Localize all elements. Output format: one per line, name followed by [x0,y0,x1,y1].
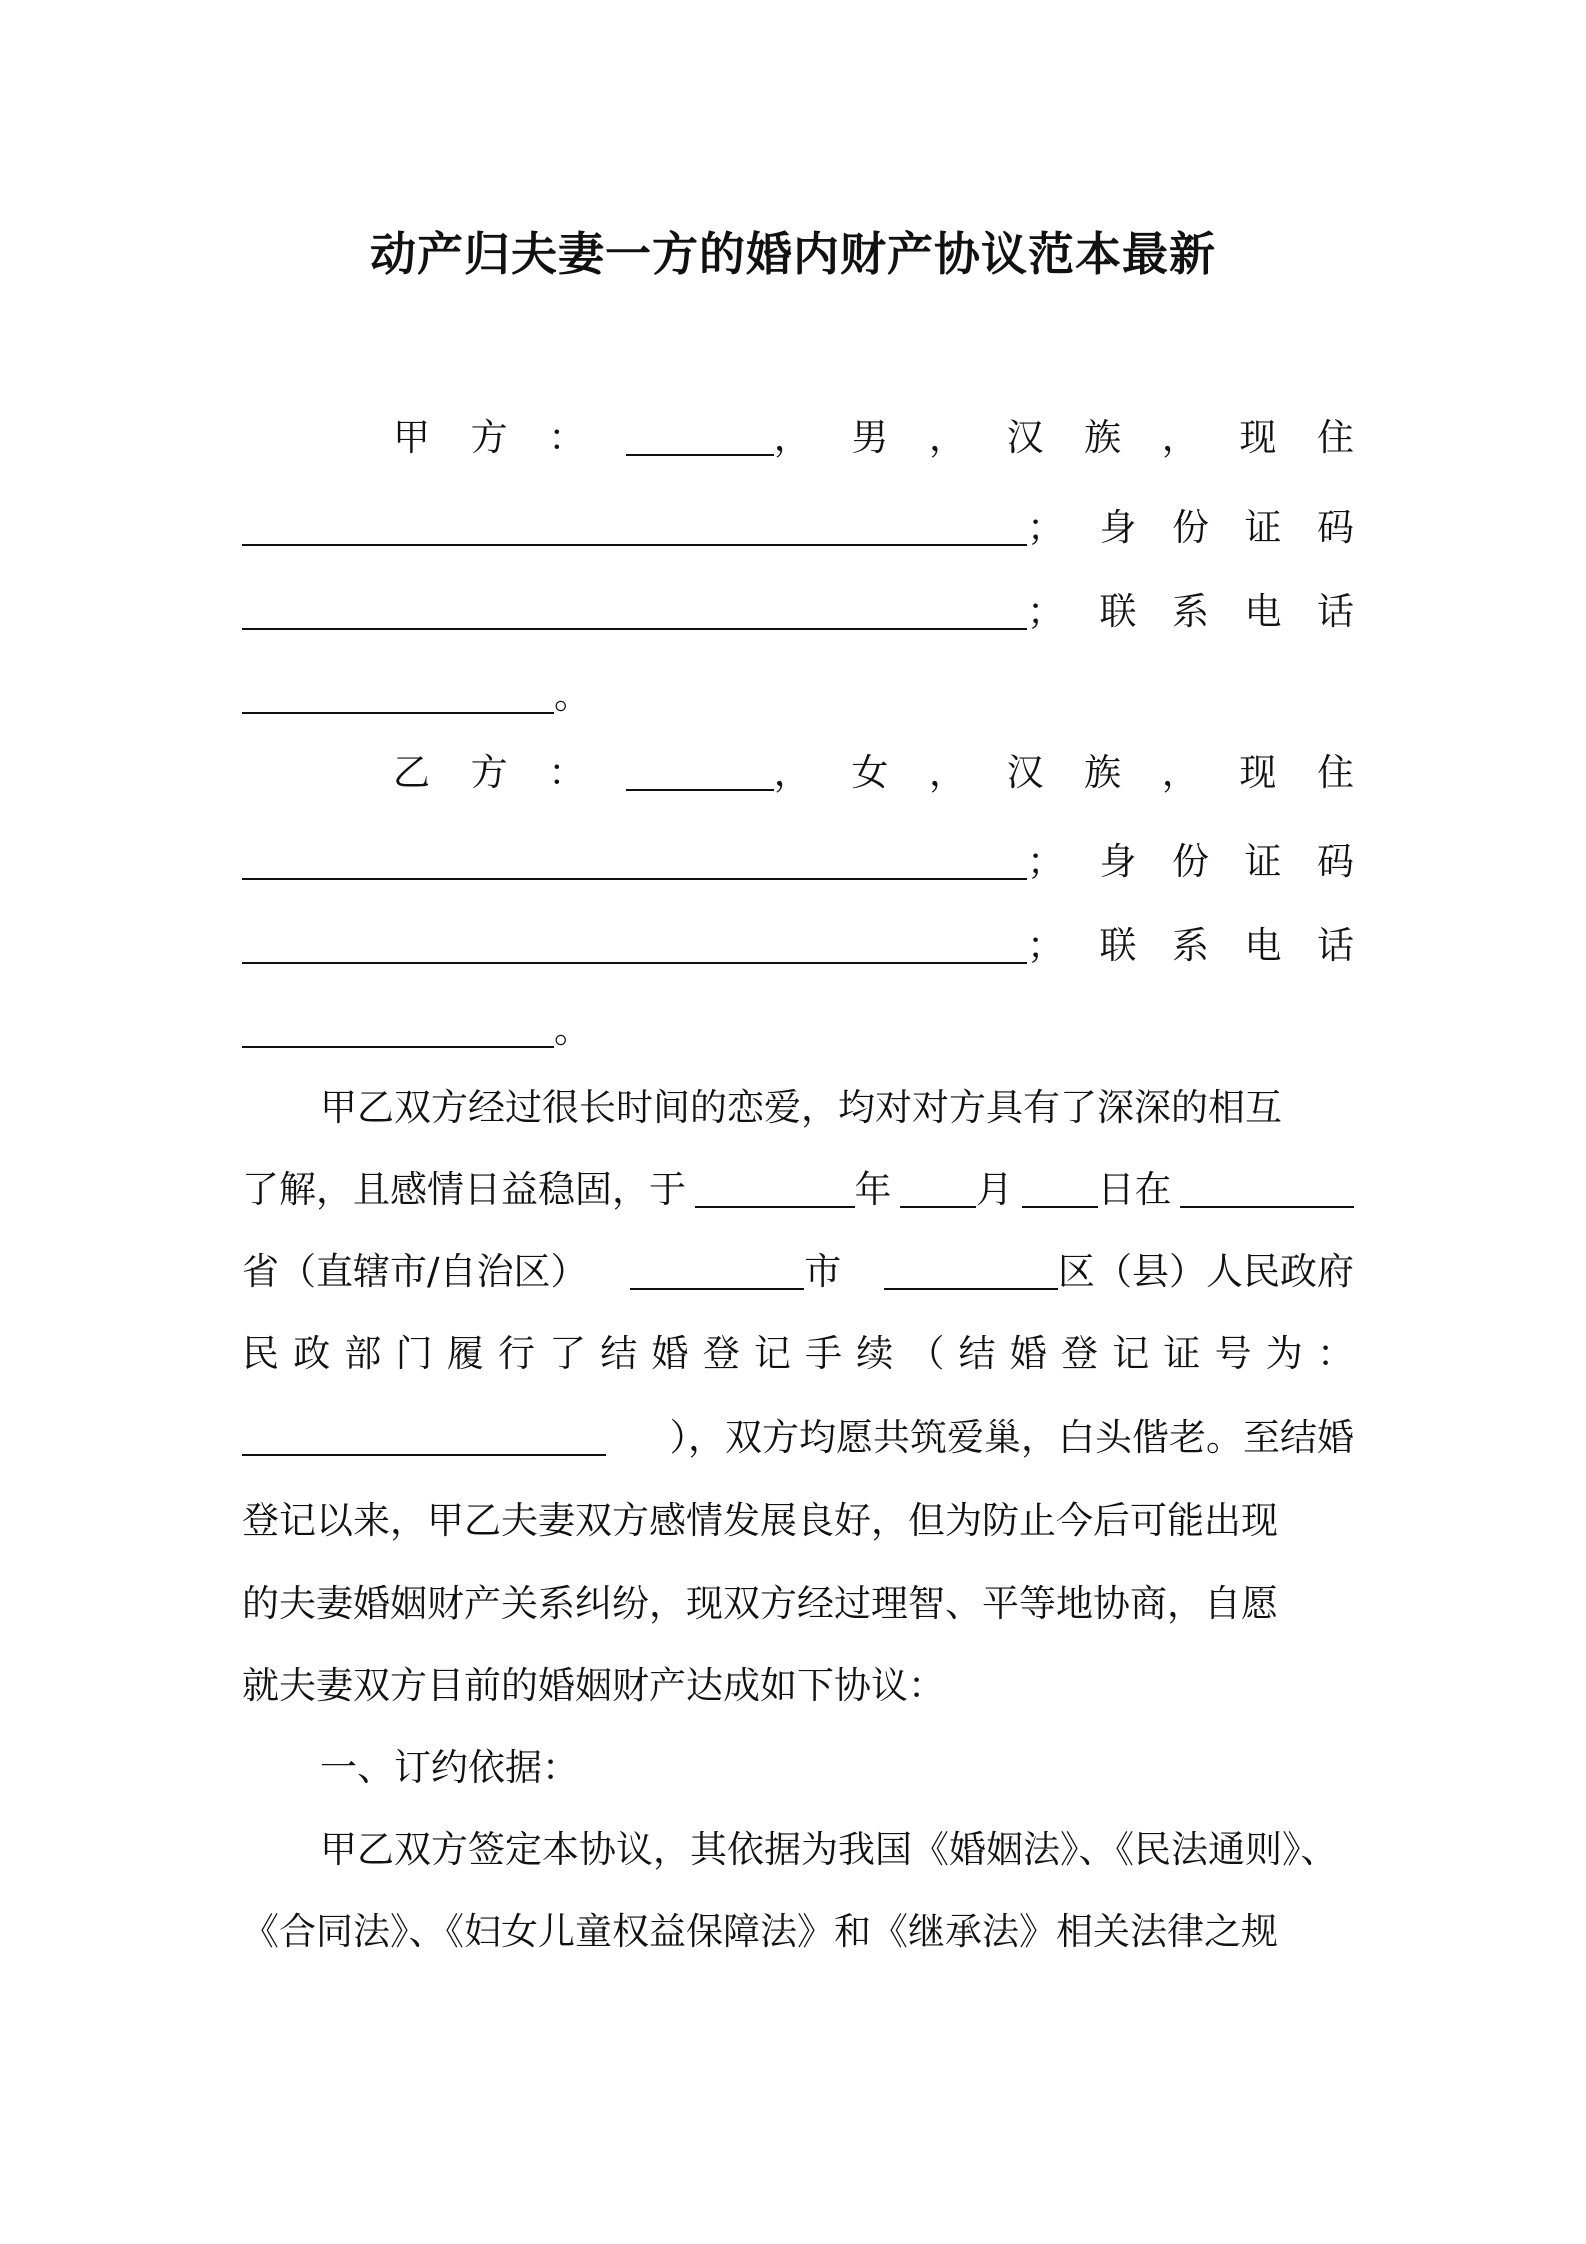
body-char: 证 [1163,1332,1201,1375]
party-b-row [393,743,1354,803]
certificate-number-blank [242,1414,606,1456]
body-line-4 [242,1324,1354,1384]
month-blank: 月 [900,1160,1013,1220]
party-b-address-row [242,832,1354,892]
body-line-2 [242,1160,1354,1220]
body-char: 结 [958,1332,996,1375]
body-char: 登 [702,1332,740,1375]
body-line-8: 就夫妻双方目前的婚姻财产达成如下协议： [242,1664,945,1707]
party-b-id-char: 码 [1317,840,1354,883]
underline-blank [626,414,774,456]
party-a-gender: 男 [851,416,889,459]
body-char: （ [907,1332,945,1375]
comma: ， [928,751,966,794]
underline-blank [242,838,1027,880]
comma: ， [928,416,966,459]
party-a-label-char: 方 [470,416,508,459]
party-a-row [393,408,1354,468]
party-b-phone-blank [242,1006,554,1048]
underline-blank [1022,1166,1098,1208]
body-char: 民 [242,1332,279,1375]
party-a-ethnicity-char: 汉 [1006,416,1044,459]
body-char: 婚 [651,1332,689,1375]
party-b-address-char: 现 [1239,751,1277,794]
body-char: 登 [1061,1332,1098,1375]
underline-blank [242,588,1027,630]
underline-blank [626,749,774,791]
party-b-gender: 女 [851,751,889,794]
party-b-id-blank: ； [242,916,1064,976]
party-b-phone-char: 系 [1172,924,1209,967]
body-char: 为 [1265,1332,1303,1375]
party-a-address-row [242,498,1354,558]
section-1-heading: 一、订约依据： [320,1746,579,1789]
party-a-address-char: 现 [1239,416,1277,459]
body-char: 履 [446,1332,484,1375]
party-b-address-blank: ； [242,832,1064,892]
party-b-ethnicity-char: 族 [1084,751,1122,794]
party-b-label-char: 方 [470,751,508,794]
party-a-phone-char: 联 [1099,590,1137,633]
period: 。 [554,674,591,717]
party-a-id-char: 身 [1099,506,1137,549]
party-a-id-char: 码 [1317,506,1354,549]
party-b-name-blank: ， [626,743,811,803]
year-blank: 年 [695,1160,892,1220]
party-a-phone-char: 系 [1172,590,1209,633]
party-b-label-char: 乙 [393,751,430,794]
party-b-phone-row [242,1000,1354,1060]
party-b-phone-char: 联 [1099,924,1137,967]
party-b-phone-char: 电 [1244,924,1282,967]
comma: ， [1161,416,1199,459]
party-b-ethnicity-char: 汉 [1006,751,1044,794]
body-char: 行 [497,1332,535,1375]
body-char: 门 [395,1332,433,1375]
body-line-6: 登记以来，甲乙夫妻双方感情发展良好，但为防止今后可能出现 [242,1499,1278,1542]
party-a-label-char: 甲 [393,416,430,459]
party-a-ethnicity-char: 族 [1084,416,1122,459]
body-char: 续 [856,1332,894,1375]
body-line-3 [242,1242,1354,1302]
party-a-address-blank: ； [242,498,1064,558]
party-b-id-char: 证 [1244,840,1282,883]
body-line-1: 甲乙双方经过很长时间的恋爱，均对对方具有了深深的相互 [320,1086,1282,1129]
day-blank: 日在 [1022,1160,1172,1220]
party-a-name-blank: ， [626,408,811,468]
party-b-label-char: ： [548,751,586,794]
body-text: 省（直辖市/自治区） [242,1250,588,1293]
body-char: 部 [344,1332,382,1375]
body-text: 了解，且感情日益稳固，于 [242,1168,686,1211]
document-title: 动产归夫妻一方的婚内财产协议范本最新 [370,227,1216,281]
district-blank: 区（县）人民政府 [884,1242,1354,1302]
party-a-id-char: 份 [1172,506,1209,549]
body-char: 政 [293,1332,331,1375]
body-char: 了 [549,1332,587,1375]
party-a-phone-blank [242,672,554,714]
city-blank: 市 [630,1242,841,1302]
body-char: 婚 [1009,1332,1047,1375]
party-a-address-char: 住 [1316,416,1354,459]
party-b-phone-char: 话 [1317,924,1354,967]
body-char: ： [1316,1332,1354,1375]
party-b-id-char: 份 [1172,840,1209,883]
party-a-id-row [242,582,1354,642]
body-text: ），双方均愿共筑爱巢，白头偕老。至结婚 [669,1416,1354,1459]
underline-blank [900,1166,976,1208]
body-line-5 [242,1408,1354,1468]
province-blank [1180,1166,1354,1208]
underline-blank [695,1166,855,1208]
body-char: 记 [1112,1332,1150,1375]
body-line-7: 的夫妻婚姻财产关系纠纷，现双方经过理智、平等地协商，自愿 [242,1582,1278,1625]
underline-blank [242,922,1027,964]
party-b-id-row [242,916,1354,976]
body-char: 结 [600,1332,638,1375]
underline-blank [242,504,1027,546]
underline-blank [884,1248,1058,1290]
body-char: 号 [1214,1332,1252,1375]
party-b-id-char: 身 [1099,840,1137,883]
section-1-line-2: 《合同法》、《妇女儿童权益保障法》和《继承法》相关法律之规 [242,1910,1278,1953]
section-1-line-1: 甲乙双方签定本协议，其依据为我国《婚姻法》、《民法通则》、 [320,1828,1338,1871]
underline-blank [630,1248,804,1290]
period: 。 [554,1008,591,1051]
comma: ， [1161,751,1199,794]
party-a-id-char: 证 [1244,506,1282,549]
party-a-label-char: ： [548,416,586,459]
party-b-address-char: 住 [1316,751,1354,794]
body-char: 手 [805,1332,843,1375]
party-a-phone-char: 话 [1317,590,1354,633]
party-a-id-blank: ； [242,582,1064,642]
body-char: 记 [753,1332,791,1375]
party-a-phone-char: 电 [1244,590,1282,633]
party-a-phone-row [242,666,1354,726]
